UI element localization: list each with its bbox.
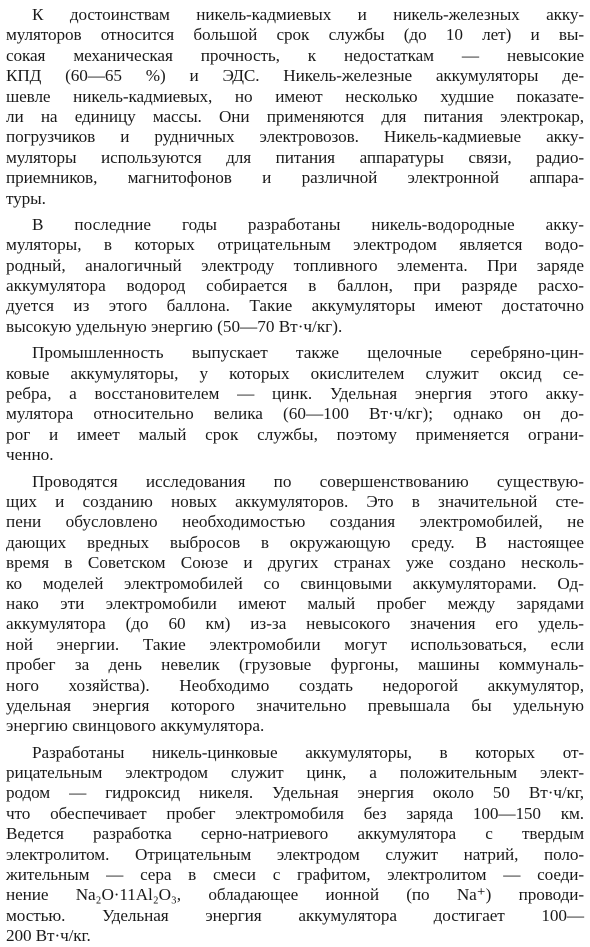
text-line: туры. xyxy=(6,188,46,208)
text-line: муляторы, в которых отрицательным электродом является водо- xyxy=(6,235,584,255)
document-page xyxy=(6,5,584,946)
text-line: 200 Вт·ч/кг. xyxy=(6,926,91,946)
text-line: ной энергии. Такие электромобили могут использоваться, если xyxy=(6,634,584,654)
text-line: нако эти электромобили имеют малый пробег между зарядами xyxy=(6,593,584,613)
text-line: аккумулятора водород собирается в баллон, при разряде расхо- xyxy=(6,276,584,296)
text-line: ковые аккумуляторы, у которых окислителем служит оксид се- xyxy=(6,363,584,383)
text-line: погрузчиков и рудничных электровозов. Никель-кадмиевые акку- xyxy=(6,127,584,147)
text-line: время в Советском Союзе и других странах уже создано несколь- xyxy=(6,553,584,573)
text-line: мостью. Удельная энергия аккумулятора достигает 100— xyxy=(6,905,584,925)
text-line: энергию свинцового аккумулятора. xyxy=(6,716,265,736)
text-line: ребра, а восстановителем — цинк. Удельная энергия этого акку- xyxy=(6,384,584,404)
text-line: К достоинствам никель-кадмиевых и никель-железных акку- xyxy=(32,5,584,24)
paragraph-nickel-zinc-sodium-sulfur xyxy=(6,743,584,947)
text-line: электролитом. Отрицательным электродом служит натрий, поло- xyxy=(6,844,584,864)
text-line: пробег за день невелик (грузовые фургоны, машины коммуналь- xyxy=(6,655,584,675)
text-line: удельная энергия которого значительно превышала бы удельную xyxy=(6,695,584,715)
text-line: шевле никель-кадмиевых, но имеют несколько худшие показате- xyxy=(6,86,584,106)
text-line: дуется из этого баллона. Такие аккумуляторы имеют достаточно xyxy=(6,296,584,316)
text-line: приемников, магнитофонов и различной электронной аппара- xyxy=(6,168,584,188)
text-line: ного хозяйства). Необходимо создать недорогой аккумулятор, xyxy=(6,675,584,695)
text-line: Промышленность выпускает также щелочные серебряно-цин- xyxy=(32,343,584,363)
text-line: что обеспечивает пробег электромобиля без заряда 100—150 км. xyxy=(6,803,584,823)
text-line: КПД (60—65 %) и ЭДС. Никель-железные аккумуляторы де- xyxy=(6,66,584,86)
text-line: дающих вредных выбросов в окружающую среду. В настоящее xyxy=(6,532,584,552)
text-line: пени обусловлено необходимостью создания электромобилей, не xyxy=(6,512,584,532)
text-line: родный, аналогичный электроду топливного элемента. При заряде xyxy=(6,255,584,275)
text-line: ли на единицу массы. Они применяются для питания электрокар, xyxy=(6,106,584,126)
text-line: муляторы используются для питания аппаратуры связи, радио- xyxy=(6,147,584,167)
text-line: щих и созданию новых аккумуляторов. Это в значительной сте- xyxy=(6,491,584,511)
paragraph-nickel-cadmium-iron xyxy=(6,5,584,209)
paragraph-research-electromobiles xyxy=(6,472,584,737)
text-line: мулятора относительно велика (60—100 Вт·ч/кг); однако он до- xyxy=(6,404,584,424)
paragraph-nickel-hydrogen xyxy=(6,215,584,337)
text-line: Проводятся исследования по совершенствованию существую- xyxy=(32,471,584,491)
text-line: сокая механическая прочность, к недостаткам — невысокие xyxy=(6,45,584,65)
text-line: Разработаны никель-цинковые аккумуляторы, в которых от- xyxy=(32,742,584,762)
text-line: высокую удельную энергию (50—70 Вт·ч/кг). xyxy=(6,316,343,336)
text-line: аккумулятора (до 60 км) из-за невысокого значения его удель- xyxy=(6,614,584,634)
text-line: ченно. xyxy=(6,445,54,465)
text-line: жительным — сера в смеси с графитом, электролитом — соеди- xyxy=(6,865,584,885)
text-line: нение Na₂O·11Al₂O₃, обладающее ионной (по Na⁺) проводи- xyxy=(6,885,584,905)
text-line: рог и имеет малый срок службы, поэтому применяется ограни- xyxy=(6,424,584,444)
text-line: муляторов относится большой срок службы (до 10 лет) и вы- xyxy=(6,25,584,45)
text-line: рицательным электродом служит цинк, а положительным элект- xyxy=(6,763,584,783)
paragraph-silver-zinc xyxy=(6,343,584,465)
text-line: Ведется разработка серно-натриевого аккумулятора с твердым xyxy=(6,824,584,844)
text-line: родом — гидроксид никеля. Удельная энергия около 50 Вт·ч/кг, xyxy=(6,783,584,803)
text-line: В последние годы разработаны никель-водородные акку- xyxy=(32,214,584,234)
text-line: ко моделей электромобилей со свинцовыми аккумуляторами. Од- xyxy=(6,573,584,593)
